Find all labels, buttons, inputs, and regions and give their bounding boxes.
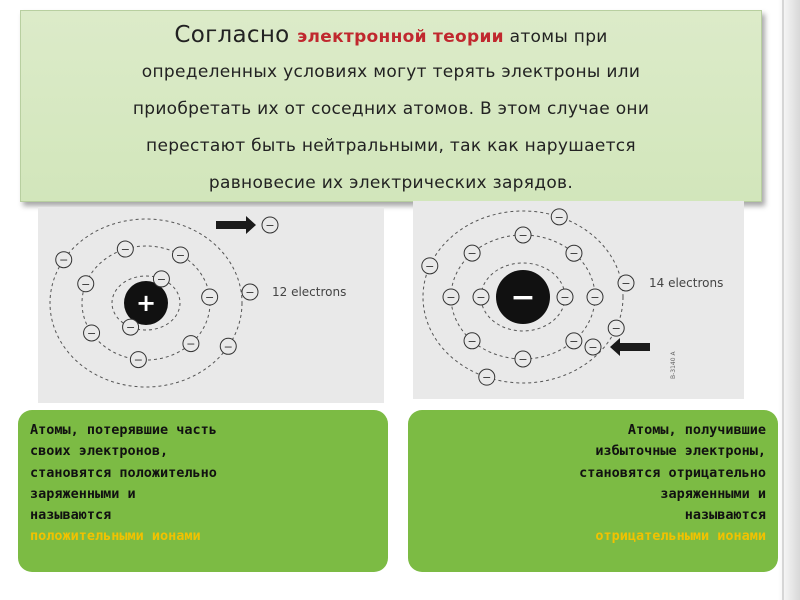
- left-caption-line-3: становятся положительно: [30, 464, 217, 481]
- slide-edge-line: [782, 0, 784, 600]
- title-box: [20, 10, 762, 202]
- left-caption-line-2: своих электронов,: [30, 443, 169, 460]
- right-electron-sign-10: −: [554, 210, 564, 224]
- left-electron-sign-4: −: [205, 291, 215, 305]
- right-electron-sign-9: −: [467, 247, 477, 261]
- right-atom-svg: [413, 201, 744, 399]
- right-figure-code: B-3140 A: [670, 351, 677, 379]
- title-line-3: приобретать их от соседних атомов. В этом случае они: [132, 99, 650, 119]
- title-line-4: перестают быть нейтральными, так как нарушается: [146, 136, 636, 156]
- left-freed-electron-sign: −: [265, 219, 275, 232]
- right-nucleus-sign: −: [510, 280, 536, 315]
- left-atom-diagram: [38, 207, 384, 403]
- right-electron-count: 14 electrons: [649, 276, 724, 290]
- right-electron-sign-1: −: [476, 291, 486, 304]
- right-electron-sign-5: −: [569, 334, 579, 348]
- right-electron-sign-13: −: [425, 259, 435, 273]
- title-tail: атомы при: [503, 27, 608, 47]
- right-electron-sign-0: −: [560, 291, 570, 304]
- left-electron-sign-2: −: [120, 243, 130, 257]
- right-atom-diagram: [413, 201, 744, 399]
- right-electron-sign-6: −: [518, 353, 528, 366]
- left-electron-sign-8: −: [81, 277, 91, 291]
- right-caption-line-1: Атомы, получившие: [627, 422, 766, 438]
- right-electron-sign-12: −: [482, 371, 492, 385]
- right-electron-sign-4: −: [590, 291, 600, 305]
- left-electron-sign-5: −: [186, 337, 196, 351]
- right-electron-sign-11: −: [611, 322, 621, 336]
- title-line-1: [21, 17, 761, 54]
- right-caption-line-3: становятся отрицательно: [579, 464, 766, 481]
- right-incoming-electron-sign: −: [588, 341, 598, 354]
- right-electron-sign-8: −: [446, 290, 456, 304]
- left-legend-electron-sign: −: [245, 286, 255, 299]
- right-caption-line-4: заряженными и: [660, 485, 766, 502]
- left-electron-sign-9: −: [59, 253, 69, 267]
- title-emphasis: электронной теории: [297, 27, 504, 47]
- right-electron-sign-7: −: [467, 334, 477, 348]
- right-electron-sign-3: −: [569, 247, 579, 261]
- right-arrow-in: [610, 338, 650, 356]
- left-nucleus-sign: +: [135, 289, 157, 317]
- right-caption-line-2: избыточные электроны,: [595, 443, 766, 460]
- left-electron-count: 12 electrons: [272, 285, 347, 299]
- left-electron-sign-3: −: [175, 248, 186, 262]
- left-electron-sign-6: −: [133, 353, 143, 367]
- left-arrow-out: [216, 216, 256, 234]
- right-electron-sign-2: −: [518, 229, 528, 243]
- left-electron-sign-0: −: [156, 272, 167, 286]
- right-caption: [408, 410, 778, 572]
- left-electron-sign-1: −: [125, 321, 136, 335]
- title-line-5: равновесие их электрических зарядов.: [208, 173, 574, 193]
- left-electron-sign-7: −: [86, 326, 97, 340]
- right-caption-line-5: называются: [684, 507, 766, 524]
- title-lead: Согласно: [174, 22, 298, 48]
- left-caption-line-4: заряженными и: [30, 485, 136, 502]
- left-caption-line-1: Атомы, потерявшие часть: [30, 422, 217, 438]
- left-atom-svg: [38, 207, 384, 403]
- left-caption-line-5: называются: [30, 507, 112, 524]
- left-caption-highlight: положительными ионами: [30, 528, 201, 545]
- left-electron-sign-10: −: [223, 340, 233, 354]
- right-caption-highlight: отрицательными ионами: [595, 528, 766, 545]
- right-legend-electron-sign: −: [621, 277, 631, 290]
- left-caption: [18, 410, 388, 572]
- title-line-2: определенных условиях могут терять электроны или: [141, 62, 641, 82]
